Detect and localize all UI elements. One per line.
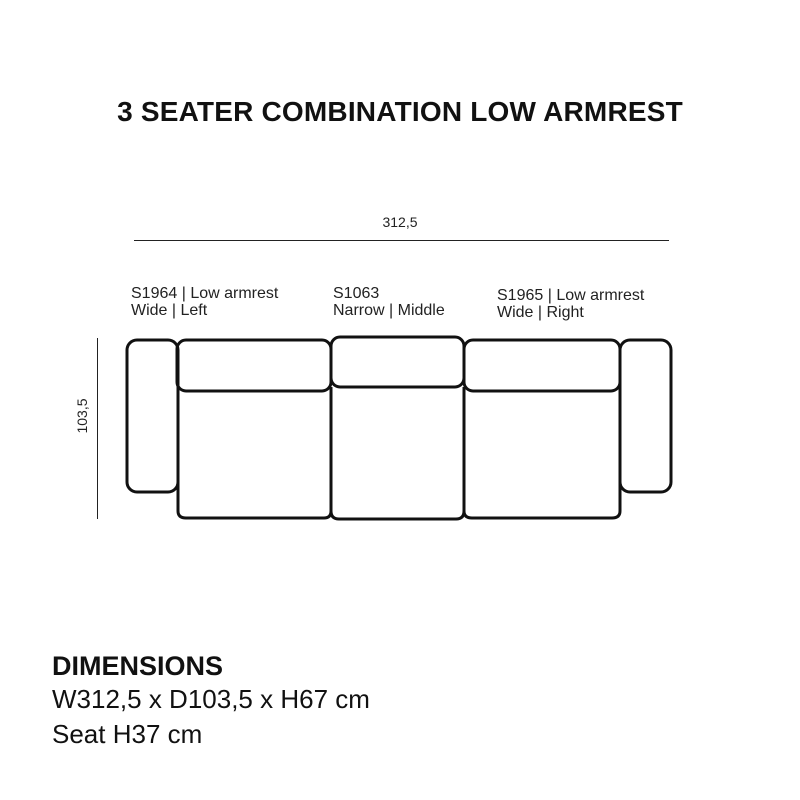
overall-depth-label: 103,5 <box>74 398 90 434</box>
seat-height-text: Seat H37 cm <box>52 719 203 749</box>
right-module-backrest <box>464 340 620 391</box>
overall-dimensions-text: W312,5 x D103,5 x H67 cm <box>52 684 370 714</box>
diagram-title: 3 SEATER COMBINATION LOW ARMREST <box>117 96 683 127</box>
right-module-seat <box>464 391 620 518</box>
module-left-code: S1964 | Low armrest <box>131 285 279 302</box>
dimensions-block <box>52 650 370 752</box>
middle-module-backrest <box>331 337 464 387</box>
left-module-seat <box>178 391 331 518</box>
module-middle-type: Narrow | Middle <box>333 302 445 319</box>
module-left-type: Wide | Left <box>131 302 208 319</box>
overall-width-label: 312,5 <box>382 214 418 230</box>
left-module-backrest <box>177 340 331 391</box>
module-right-type: Wide | Right <box>497 304 584 321</box>
dimensions-heading: DIMENSIONS <box>52 651 224 681</box>
module-middle-code: S1063 <box>333 285 380 302</box>
module-right-code: S1965 | Low armrest <box>497 287 645 304</box>
right-armrest <box>620 340 671 492</box>
left-armrest <box>127 340 178 492</box>
middle-module-seat <box>331 387 464 519</box>
